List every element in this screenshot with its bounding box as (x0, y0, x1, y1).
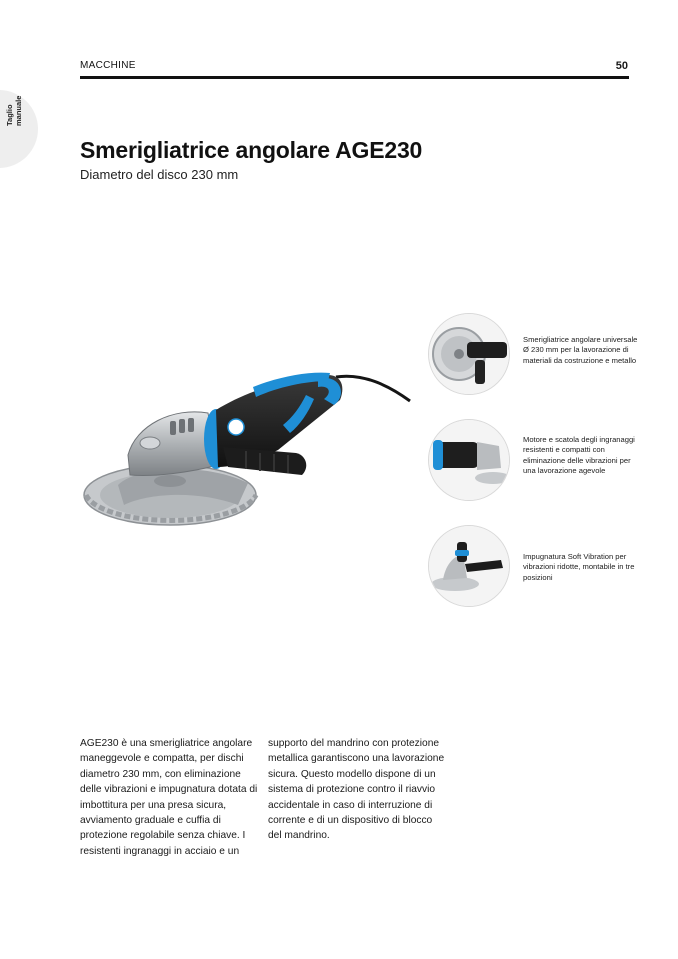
feature-text: Impugnatura Soft Vibration per vibrazioni ridotte, montabile in tre posizioni (523, 552, 635, 582)
section-label: MACCHINE (80, 60, 136, 71)
angle-grinder-image (78, 355, 418, 535)
page-subtitle: Diametro del disco 230 mm (80, 167, 239, 182)
feature-item (428, 313, 658, 395)
feature-item (428, 419, 658, 501)
feature-text: Motore e scatola degli ingranaggi resistenti e compatti con eliminazione delle vibrazioni per una lavorazione agevole (523, 435, 635, 476)
side-tab-label: Taglio manuale (5, 95, 23, 126)
feature-text: Smerigliatrice angolare universale Ø 230 mm per la lavorazione di materiali da costruzione e metallo (523, 335, 638, 365)
gearbox-closeup-icon (428, 419, 510, 501)
grinder-disc-closeup-icon (428, 313, 510, 395)
page-number: 50 (615, 60, 628, 72)
description-column-1: AGE230 è una smerigliatrice angolare maneggevole e compatta, per dischi diametro 230 mm, con eliminazione delle vibrazioni e impugnatura dotata di imbottitura per una presa sicura, avviamento graduale e cuffia di protezione regolabile senza chiave. I resistenti ingranaggi in acciaio e un (80, 738, 258, 857)
description-column-2: supporto del mandrino con protezione metallica garantiscono una lavorazione sicura. Questo modello dispone di un sistema di protezione contro il riavvio accidentale in caso di interruzione di corrente e di un dispositivo di blocco del mandrino. (268, 738, 445, 842)
feature-item (428, 525, 658, 607)
side-handle-closeup-icon (428, 525, 510, 607)
page-title: Smerigliatrice angolare AGE230 (80, 137, 423, 163)
header-rule (80, 76, 629, 79)
